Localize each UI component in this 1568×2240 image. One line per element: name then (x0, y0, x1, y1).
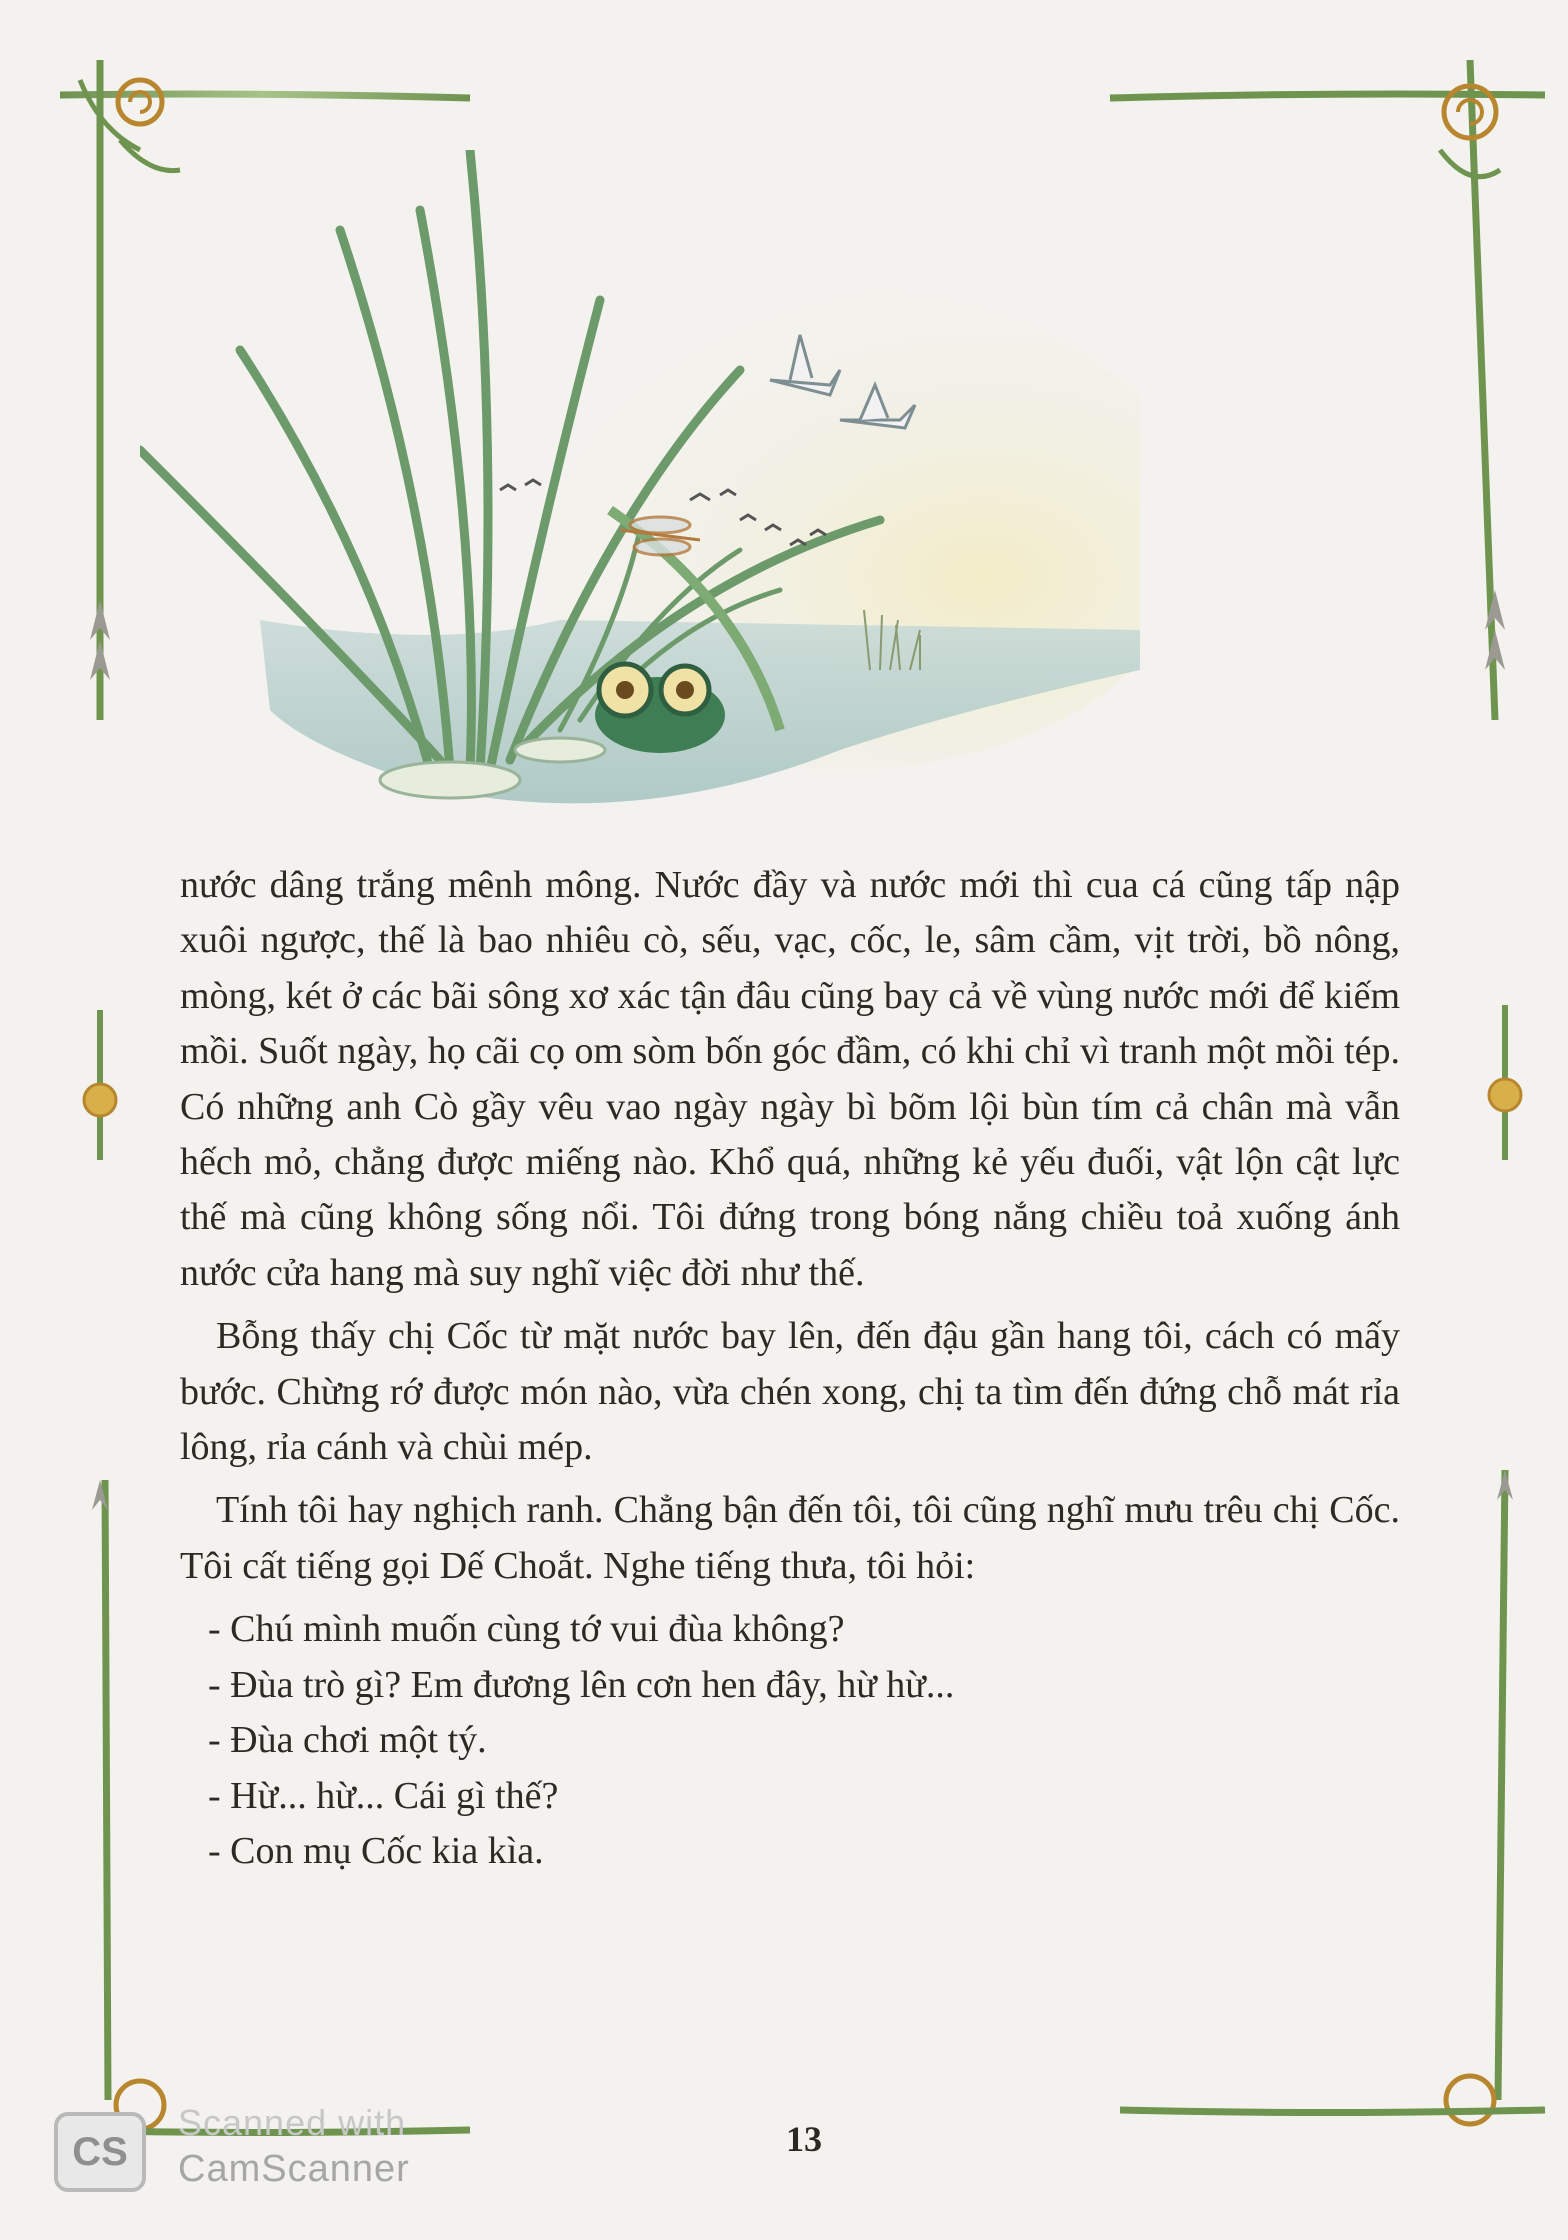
lily-pad (380, 762, 520, 798)
watermark-line-1: Scanned with (178, 2102, 407, 2143)
dialogue-line: - Đùa chơi một tý. (208, 1719, 487, 1762)
left-wheat (90, 600, 110, 680)
paragraph: nước dâng trắng mênh mông. Nước đầy và nước mới thì cua cá cũng tấp nập xuôi ngược, thế là bao nhiêu cò, sếu, vạc, cốc, le, sâm cầm, vịt trời, bồ nông, mòng, két ở các bãi sông xơ xác tận đâu cũng bay cả về vùng nước mới để kiếm mồi. Suốt ngày, họ cãi cọ om sòm bốn góc đầm, có khi chỉ vì tranh một mồi tép. Có những anh Cò gầy vêu vao ngày ngày bì bõm lội bùn tím cả chân mà vẫn hếch mỏ, chẳng được miếng nào. Khổ quá, những kẻ yếu đuối, vật lộn cật lực thế mà cũng không sống nổi. Tôi đứng trong bóng nắng chiều toả xuống ánh nước cửa hang mà suy nghĩ việc đời như thế. (180, 864, 1400, 1294)
paragraph: Bỗng thấy chị Cốc từ mặt nước bay lên, đến đậu gần hang tôi, cách có mấy bước. Chừng rớ được món nào, vừa chén xong, chị ta tìm đến đứng chỗ mát rỉa lông, rỉa cánh và chùi mép. (180, 1315, 1400, 1469)
body-text (180, 858, 1400, 1879)
lily-pad (515, 738, 605, 762)
right-lower-vine (1498, 1470, 1505, 2100)
page-number: 13 (786, 2119, 822, 2159)
camscanner-watermark (54, 2102, 484, 2198)
dialogue-line: - Chú mình muốn cùng tớ vui đùa không? (208, 1608, 845, 1651)
left-lower-vine (105, 1480, 108, 2100)
watermark-line-2: CamScanner (178, 2148, 410, 2190)
paragraph: Tính tôi hay nghịch ranh. Chẳng bận đến tôi, tôi cũng nghĩ mưu trêu chị Cốc. Tôi cất tiếng gọi Dế Choắt. Nghe tiếng thưa, tôi hỏi: (180, 1489, 1400, 1587)
corner-ornament-bottom-right (1120, 2076, 1545, 2124)
pond-illustration (140, 150, 1140, 840)
corner-ornament-top-right (1110, 60, 1545, 720)
frog (595, 664, 725, 753)
left-medallion (84, 1010, 116, 1160)
dialogue-line: - Hừ... hừ... Cái gì thế? (208, 1774, 559, 1817)
dialogue-line: - Đùa trò gì? Em đương lên cơn hen đây, hừ hừ... (208, 1663, 955, 1706)
camscanner-logo-icon: CS (54, 2112, 146, 2192)
right-medallion (1489, 1005, 1521, 1160)
dialogue-line: - Con mụ Cốc kia kìa. (208, 1829, 544, 1872)
